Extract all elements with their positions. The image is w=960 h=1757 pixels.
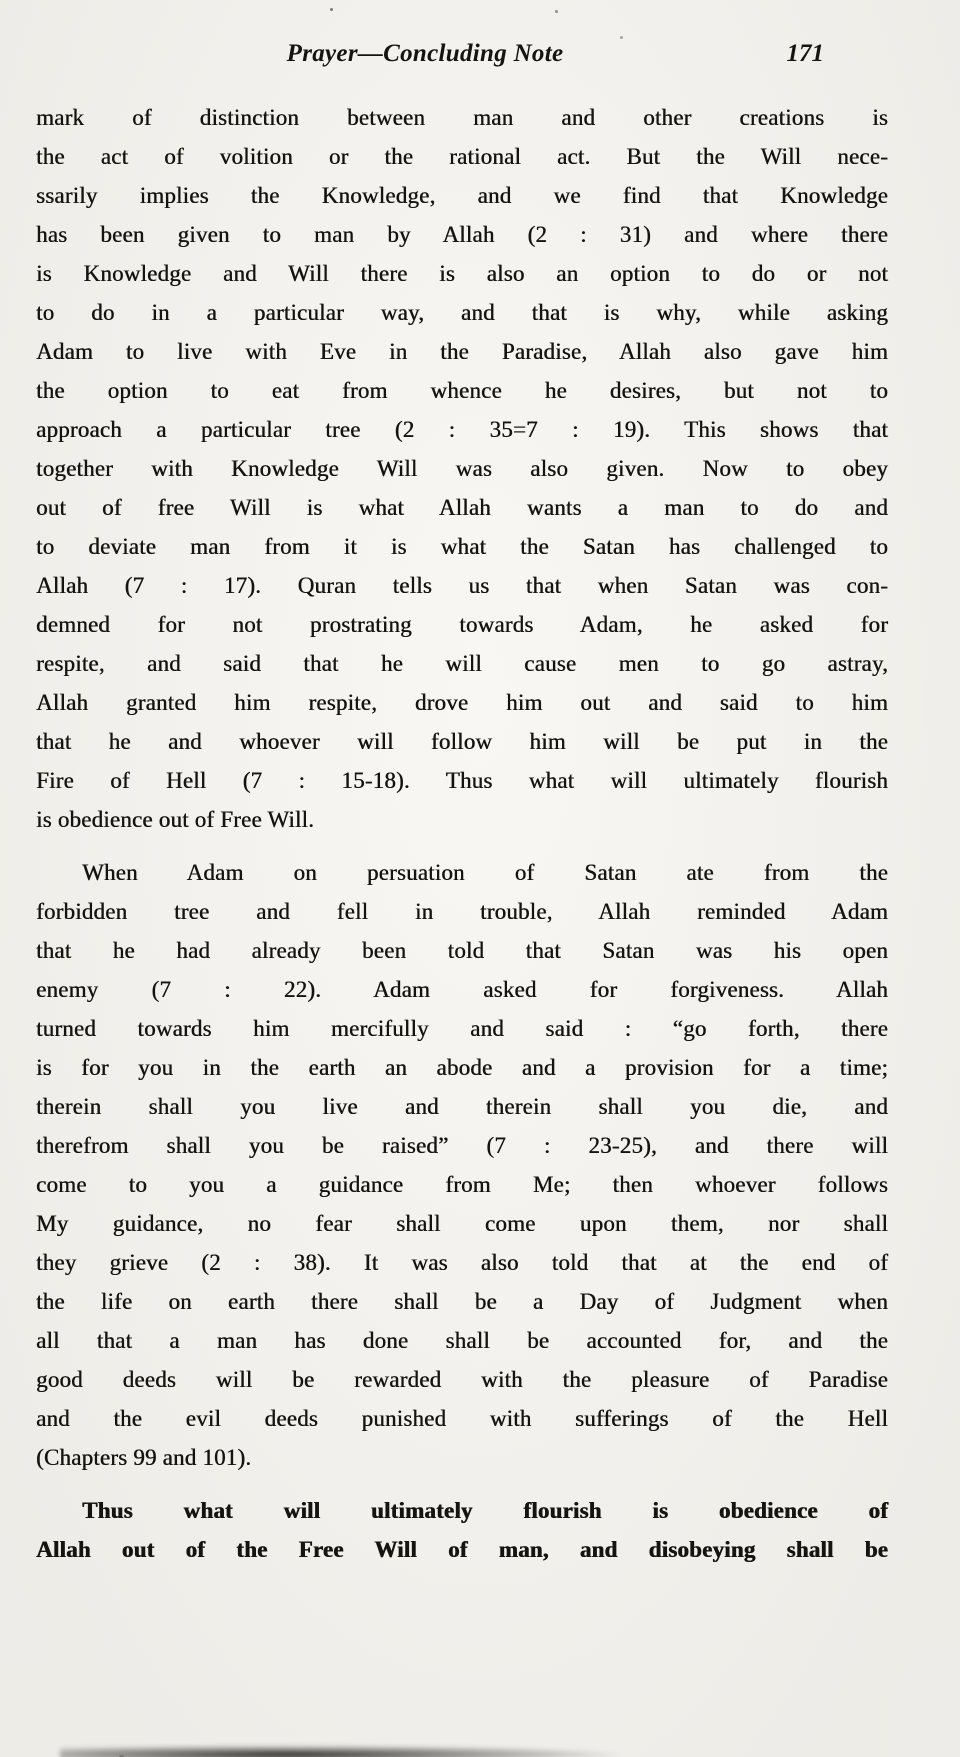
text-line: respite, and said that he will cause men to go astray, bbox=[36, 651, 888, 676]
text-line: (Chapters 99 and 101). bbox=[36, 1445, 252, 1470]
text-line: to deviate man from it is what the Satan has challenged to bbox=[36, 534, 888, 559]
text-line: ssarily implies the Knowledge, and we find that Knowledge bbox=[36, 183, 888, 208]
text-line: When Adam on persuation of Satan ate from the bbox=[82, 860, 888, 885]
text-line: My guidance, no fear shall come upon them, nor shall bbox=[36, 1211, 888, 1236]
text-line: Thus what will ultimately flourish is obedience of bbox=[82, 1498, 888, 1523]
page-number: 171 bbox=[786, 40, 824, 67]
text-line: the act of volition or the rational act. But the Will nece- bbox=[36, 144, 888, 169]
text-line: that he had already been told that Satan was his open bbox=[36, 938, 888, 963]
scan-smudge bbox=[60, 1745, 620, 1757]
text-line: is for you in the earth an abode and a provision for a time; bbox=[36, 1055, 888, 1080]
body-text bbox=[36, 98, 888, 1569]
text-line: they grieve (2 : 38). It was also told that at the end of bbox=[36, 1250, 888, 1275]
text-line: Allah out of the Free Will of man, and disobeying shall be bbox=[36, 1537, 888, 1562]
text-line: good deeds will be rewarded with the pleasure of Paradise bbox=[36, 1367, 888, 1392]
text-line: mark of distinction between man and other creations is bbox=[36, 105, 888, 130]
page-title: Prayer—Concluding Note bbox=[286, 40, 564, 67]
paragraph bbox=[36, 98, 888, 839]
text-line: and the evil deeds punished with sufferings of the Hell bbox=[36, 1406, 888, 1431]
text-line: that he and whoever will follow him will be put in the bbox=[36, 729, 888, 754]
page-header bbox=[0, 0, 960, 82]
text-line: the life on earth there shall be a Day of Judgment when bbox=[36, 1289, 888, 1314]
text-line: therefrom shall you be raised” (7 : 23-25), and there will bbox=[36, 1133, 888, 1158]
text-line: demned for not prostrating towards Adam, he asked for bbox=[36, 612, 888, 637]
text-line: has been given to man by Allah (2 : 31) and where there bbox=[36, 222, 888, 247]
text-line: to do in a particular way, and that is why, while asking bbox=[36, 300, 888, 325]
text-line: the option to eat from whence he desires, but not to bbox=[36, 378, 888, 403]
paragraph bbox=[36, 853, 888, 1477]
text-line: is obedience out of Free Will. bbox=[36, 807, 315, 832]
text-line: together with Knowledge Will was also given. Now to obey bbox=[36, 456, 888, 481]
paragraph bbox=[36, 1491, 888, 1569]
text-line: Allah granted him respite, drove him out and said to him bbox=[36, 690, 888, 715]
text-line: all that a man has done shall be accounted for, and the bbox=[36, 1328, 888, 1353]
text-line: turned towards him mercifully and said : “go forth, there bbox=[36, 1016, 888, 1041]
text-line: therein shall you live and therein shall you die, and bbox=[36, 1094, 888, 1119]
text-line: come to you a guidance from Me; then whoever follows bbox=[36, 1172, 888, 1197]
text-line: Adam to live with Eve in the Paradise, Allah also gave him bbox=[36, 339, 888, 364]
text-line: Fire of Hell (7 : 15-18). Thus what will ultimately flourish bbox=[36, 768, 888, 793]
text-line: out of free Will is what Allah wants a man to do and bbox=[36, 495, 888, 520]
text-line: enemy (7 : 22). Adam asked for forgiveness. Allah bbox=[36, 977, 888, 1002]
text-line: forbidden tree and fell in trouble, Allah reminded Adam bbox=[36, 899, 888, 924]
text-line: approach a particular tree (2 : 35=7 : 19). This shows that bbox=[36, 417, 888, 442]
text-line: Allah (7 : 17). Quran tells us that when Satan was con- bbox=[36, 573, 888, 598]
text-line: is Knowledge and Will there is also an option to do or not bbox=[36, 261, 888, 286]
